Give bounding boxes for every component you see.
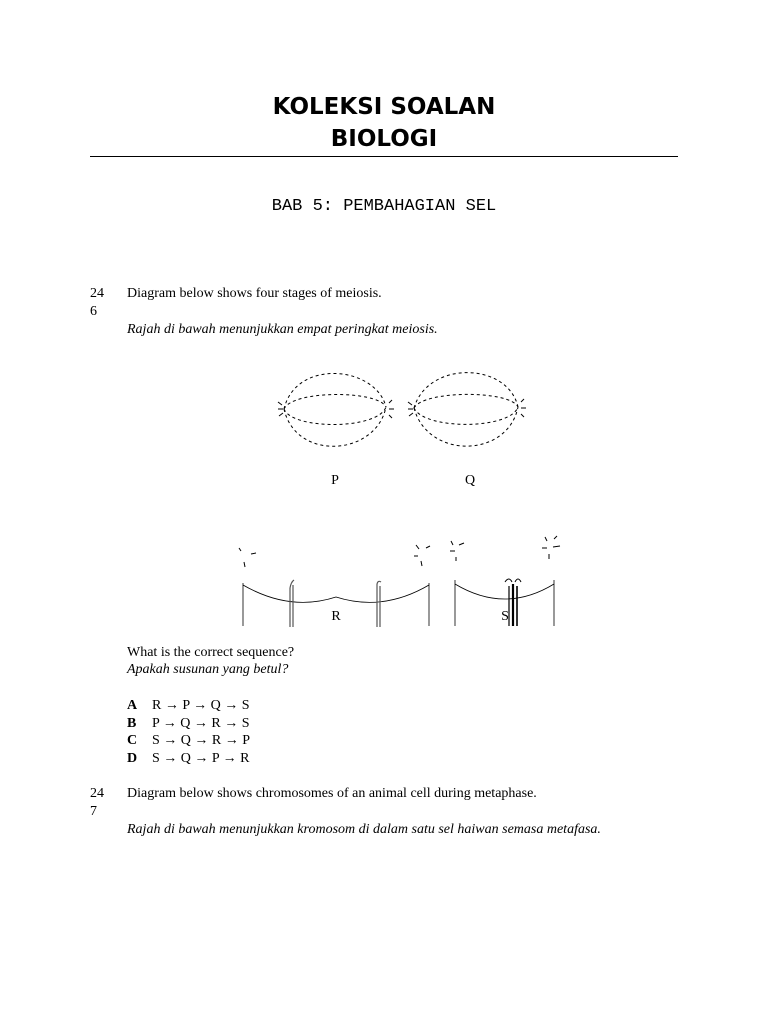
document-title-line1: KOLEKSI SOALAN [272, 94, 496, 120]
document-title-line2: BIOLOGI [330, 126, 438, 152]
question-246-text-malay: Rajah di bawah menunjukkan empat peringkat meiosis. [127, 322, 438, 337]
option-letter: D [127, 751, 138, 766]
centriole-icon [450, 541, 464, 561]
question-247-number-cont: 7 [90, 804, 97, 819]
centriole-icon [414, 545, 430, 566]
question-246-text-english: Diagram below shows four stages of meiosis. [127, 286, 382, 301]
question-247-number: 24 [90, 786, 104, 801]
option-text: S → Q → P → R [152, 751, 250, 766]
answer-option-c[interactable] [127, 733, 250, 749]
chapter-heading: BAB 5: PEMBAHAGIAN SEL [271, 197, 497, 216]
option-letter: A [127, 698, 138, 713]
centriole-icon [239, 548, 256, 567]
answer-option-d[interactable] [127, 751, 250, 767]
answer-option-b[interactable] [127, 716, 250, 732]
label-r: R [331, 609, 341, 624]
label-s: S [501, 609, 509, 624]
option-text: P → Q → R → S [152, 716, 250, 731]
option-text: S → Q → R → P [152, 733, 251, 748]
question-247-text-malay: Rajah di bawah menunjukkan kromosom di dalam satu sel haiwan semasa metafasa. [127, 822, 601, 837]
question-246-prompt-english: What is the correct sequence? [127, 645, 295, 660]
option-text: R → P → Q → S [152, 698, 250, 713]
question-246-number: 24 [90, 286, 104, 301]
question-246-prompt-malay: Apakah susunan yang betul? [127, 662, 289, 677]
option-letter: B [127, 716, 137, 731]
label-q: Q [464, 473, 476, 488]
label-p: P [331, 473, 339, 488]
option-letter: C [127, 733, 138, 748]
question-247-text-english: Diagram below shows chromosomes of an animal cell during metaphase. [127, 786, 537, 801]
question-246-number-cont: 6 [90, 304, 97, 319]
chromosome-icon [290, 580, 294, 627]
answer-option-a[interactable] [127, 698, 250, 714]
chromosome-icon [377, 581, 381, 627]
centriole-icon [542, 536, 560, 559]
